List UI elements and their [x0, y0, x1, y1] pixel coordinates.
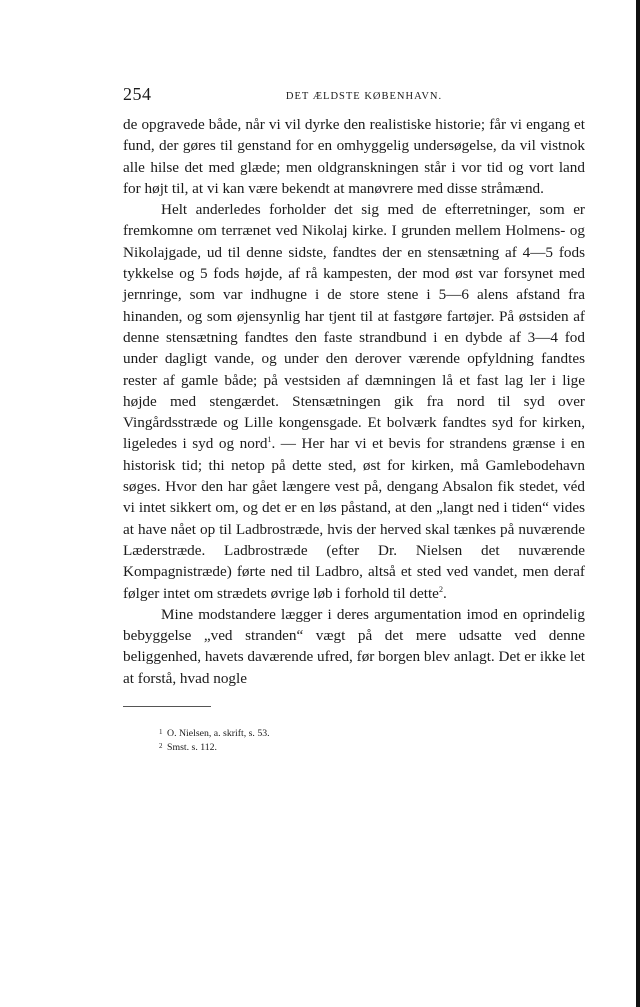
footnote-1: [159, 726, 585, 740]
paragraph-2: [123, 199, 585, 604]
footnotes: [123, 726, 585, 754]
book-page: [123, 80, 585, 754]
running-title: DET ÆLDSTE KØBENHAVN.: [285, 91, 443, 102]
footnote-2: [159, 740, 585, 754]
paragraph-1: de opgravede både, når vi vil dyrke den realistiske historie; får vi engang et fund, der gøres til genstand for en omhyggelig undersøgelse, da vil vistnok alle hilse det med glæde; men oldgranskningen står i vor tid og vort land for højt til, at vi kan være bekendt at manøvrere med disse stråmænd.: [123, 116, 585, 197]
paragraph-3: Mine modstandere lægger i deres argumentation imod en oprindelig bebyggelse „ved stranden“ vægt på det mere udsatte ved denne beliggenhed, havets daværende ufred, før borgen blev anlagt. Det er ikke let at forstå, hvad nogle: [123, 605, 585, 687]
page-number: 254: [123, 84, 152, 104]
footnote-2-text: Smst. s. 112.: [167, 742, 217, 754]
paragraph-2-part-1: Helt anderledes forholder det sig med de efterretninger, som er fremkomne om terrænet ved Nikolaj kirke. I grunden mellem Holmens- og Nikolajgade, ud til denne sidste, fandtes der en stensætning af 4—5 fods tykkelse og 5 fods højde, af rå kampesten, der mod øst var forsynet med jernringe, som var indhugne i de store stene i 5—6 alens afstand fra hinanden, og som øjensynlig har tjent til at fastgøre fartøjer. På østsiden af denne stensætning fandtes den faste strandbund i en dybde af 3—4 fod under dagligt vande, og under den derover værende opfyldning fandtes rester af gamle både; på vestsiden af dæmningen lå et fast lag ler i lige højde med stengærdet. Stensætningen gik fra nord til syd over Vingårdsstræde og Lille kongensgade. Et bolværk fandtes syd for kirken, ligeledes i syd og nord: [123, 201, 585, 453]
body-text: [123, 114, 585, 689]
paragraph-2-part-2: . — Her har vi et bevis for strandens grænse i en historisk tid; thi netop på dette sted, øst for kirken, må Gamlebodehavn søges. Hvor den har gået længere vest på, dengang Absalon fik stedet, véd vi intet sikkert om, og det er en løs påstand, at den „langt ned i tiden“ vides at have nået op til Ladbrostræde, hvis der herved skal tænkes på nuværende Læderstræde. Ladbrostræde (efter Dr. Nielsen det nuværende Kompagnistræde) førte ned til Ladbro, altså et sted ved vandet, men deraf følger intet om strædets øvrige løb i forhold til dette: [123, 435, 585, 602]
running-head: [123, 80, 585, 106]
scan-edge: [636, 0, 640, 1007]
footnote-1-mark: 1: [159, 728, 163, 737]
footnote-ref-2: 2: [438, 584, 443, 594]
footnote-1-text: O. Nielsen, a. skrift, s. 53.: [167, 728, 270, 740]
footnote-ref-1: 1: [267, 435, 272, 445]
footnote-2-mark: 2: [159, 742, 163, 751]
paragraph-2-part-3: .: [442, 584, 447, 602]
footnote-divider: [123, 706, 211, 707]
